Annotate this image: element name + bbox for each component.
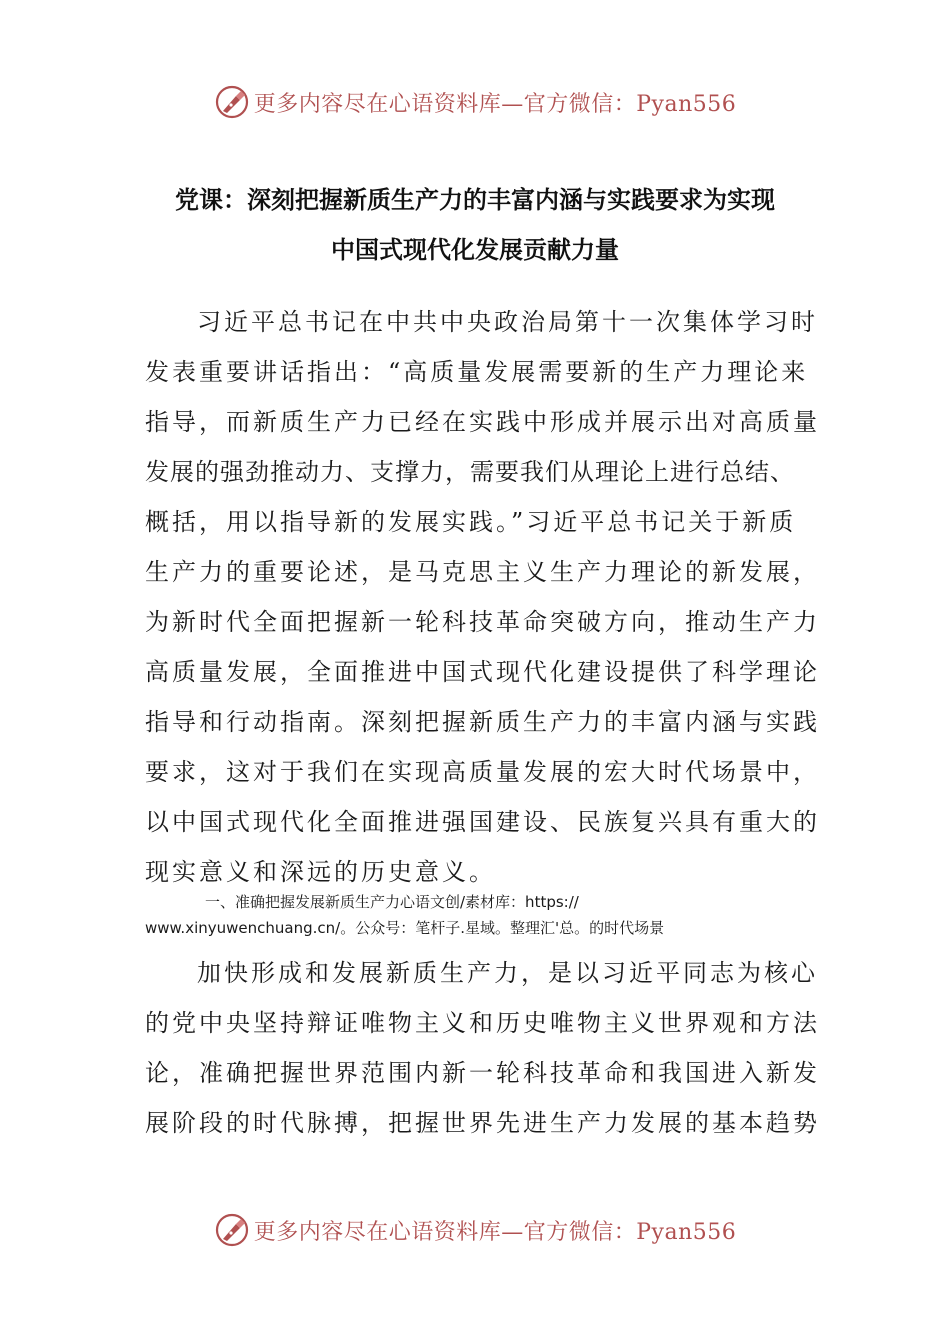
paragraph-1-line: 为新时代全面把握新一轮科技革命突破方向，推动生产力 [145, 608, 820, 636]
paragraph-2-line: 论，准确把握世界范围内新一轮科技革命和我国进入新发 [145, 1059, 820, 1087]
paragraph-1-line: 生产力的重要论述，是马克思主义生产力理论的新发展， [145, 558, 820, 586]
paragraph-1-line: 发展的强劲推动力、支撑力，需要我们从理论上进行总结、 [145, 458, 795, 486]
pen-nib-icon [214, 1212, 250, 1248]
section-heading-line-1: 一、准确把握发展新质生产力心语文创/素材库：https:// [205, 893, 579, 911]
paragraph-1-line: 以中国式现代化全面推进强国建设、民族复兴具有重大的 [145, 808, 820, 836]
banner-text: 更多内容尽在心语资料库—官方微信：Pyan556 [253, 91, 737, 117]
banner-text: 更多内容尽在心语资料库—官方微信：Pyan556 [253, 1219, 737, 1245]
paragraph-1-line: 概括，用以指导新的发展实践。”习近平总书记关于新质 [145, 508, 797, 536]
paragraph-1-line: 高质量发展，全面推进中国式现代化建设提供了科学理论 [145, 658, 820, 686]
section-heading-line-2: www.xinyuwenchuang.cn/。公众号：笔杆子.星域。整理汇'总。的时代场景 [145, 919, 665, 937]
footer-banner [0, 1208, 950, 1252]
paragraph-1-line: 要求，这对于我们在实现高质量发展的宏大时代场景中， [145, 758, 820, 786]
document-title-line-1: 党课：深刻把握新质生产力的丰富内涵与实践要求为实现 [175, 186, 775, 214]
paragraph-2-line: 加快形成和发展新质生产力，是以习近平同志为核心 [197, 959, 818, 987]
paragraph-1-line: 指导和行动指南。深刻把握新质生产力的丰富内涵与实践 [145, 708, 820, 736]
document-title-line-2: 中国式现代化发展贡献力量 [331, 236, 619, 264]
paragraph-1-line: 指导，而新质生产力已经在实践中形成并展示出对高质量 [145, 408, 820, 436]
header-banner [0, 80, 950, 124]
paragraph-1-line: 发表重要讲话指出：“高质量发展需要新的生产力理论来 [145, 358, 809, 386]
pen-nib-icon [214, 84, 250, 120]
paragraph-1-line: 现实意义和深远的历史意义。 [145, 858, 496, 886]
paragraph-2-line: 的党中央坚持辩证唯物主义和历史唯物主义世界观和方法 [145, 1009, 820, 1037]
paragraph-2-line: 展阶段的时代脉搏，把握世界先进生产力发展的基本趋势 [145, 1109, 820, 1137]
paragraph-1-line: 习近平总书记在中共中央政治局第十一次集体学习时 [197, 308, 818, 336]
